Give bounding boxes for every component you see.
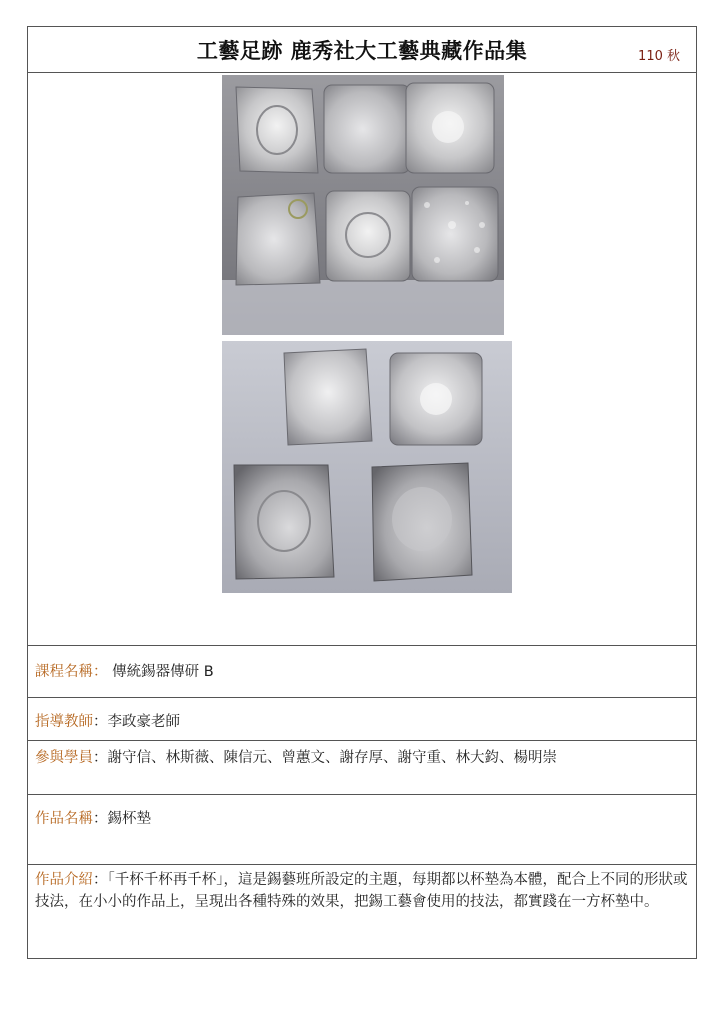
- work-value: ：錫杯墊: [93, 811, 151, 827]
- teacher-row: [28, 698, 696, 741]
- course-value: 傳統錫器傳研 B: [107, 664, 214, 680]
- students-value: ：謝守信、林斯薇、陳信元、曾蕙文、謝存厚、謝守重、林大鈞、楊明崇: [93, 750, 557, 766]
- tin-coaster-photo-icon: [222, 75, 504, 335]
- page-title: 工藝足跡 鹿秀社大工藝典藏作品集: [196, 39, 528, 63]
- photo-four-tin-coasters: [222, 341, 512, 593]
- teacher-label: 指導教師: [35, 714, 93, 730]
- intro-value: ：「千杯千杯再千杯」，這是錫藝班所設定的主題，每期都以杯墊為本體，配合上不同的形狀或技法，在小小的作品上，呈現出各種特殊的效果，把錫工藝會使用的技法，都實踐在一方杯墊中。: [35, 872, 688, 910]
- header-row: [28, 27, 696, 73]
- intro-label: 作品介紹: [35, 872, 93, 888]
- intro-row: [28, 865, 696, 960]
- course-label: 課程名稱：: [35, 664, 108, 680]
- students-row: [28, 741, 696, 795]
- term-label: 110 秋: [638, 49, 680, 64]
- students-label: 參與學員: [35, 750, 93, 766]
- course-row: [28, 646, 696, 698]
- photo-six-tin-coasters: [222, 75, 504, 335]
- document-frame: [27, 26, 697, 959]
- teacher-value: ：李政豪老師: [93, 714, 180, 730]
- tin-coaster-photo-icon: [222, 341, 512, 593]
- work-label: 作品名稱: [35, 811, 93, 827]
- photo-area: [28, 73, 696, 646]
- work-row: [28, 795, 696, 865]
